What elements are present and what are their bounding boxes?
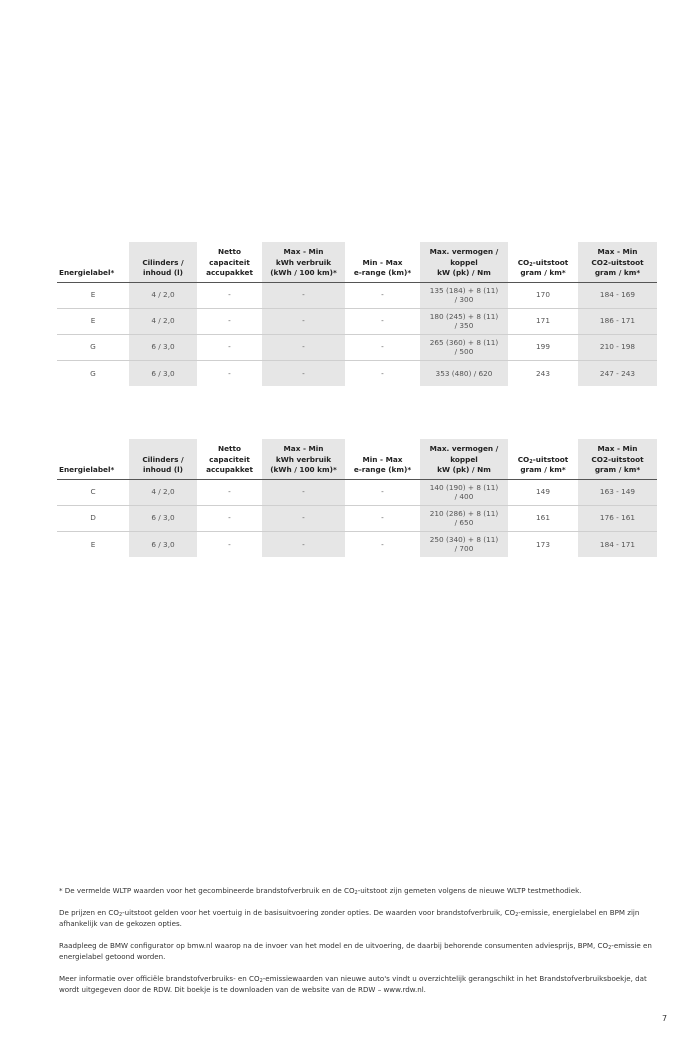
header-line: gram / km* (520, 268, 566, 277)
header-line: capaciteit (209, 454, 250, 464)
cell-line: / 300 (454, 295, 474, 304)
cell-kwh-consumption: - (262, 308, 345, 334)
cell-co2-range: 184 - 171 (578, 531, 657, 557)
header-power-torque (420, 439, 508, 479)
header-cylinders (129, 439, 197, 479)
cell-battery-capacity: - (197, 505, 262, 531)
header-line: gram / km* (594, 465, 641, 474)
header-line: Min - Max (362, 257, 403, 267)
cell-energy-label: G (90, 368, 96, 378)
header-e-range (345, 439, 420, 479)
header-line: $CO_2$-uitstoot (517, 257, 569, 268)
table-row (57, 479, 657, 505)
table-row (57, 360, 657, 386)
cell-cylinders: 6 / 3,0 (129, 360, 197, 386)
cell-battery-capacity: - (197, 479, 262, 505)
cell-e-range: - (345, 334, 420, 360)
footnote-configurator: Raadpleeg de BMW configurator op bmw.nl waarop na de invoer van het model en de uitvoering, de daarbij behorende consumenten adviesprijs, BPM, $CO_2$-emissie en energielabel getoond worden. (59, 941, 652, 961)
cell-energy-label: E (57, 282, 129, 308)
header-line: CO2-uitstoot (591, 257, 644, 267)
header-line: e-range (km)* (353, 268, 412, 277)
cell-e-range: - (345, 308, 420, 334)
header-line: Cilinders / (142, 257, 184, 267)
emissions-table-2 (57, 439, 657, 557)
cell-cylinders: 4 / 2,0 (129, 308, 197, 334)
cell-co2-range: 176 - 161 (578, 505, 657, 531)
header-co2 (508, 439, 578, 479)
cell-co2-range: 184 - 169 (578, 282, 657, 308)
table-row (57, 334, 657, 360)
header-line: e-range (km)* (353, 465, 412, 474)
cell-power-torque (420, 334, 508, 360)
cell-power-torque (420, 505, 508, 531)
header-line: Min - Max (362, 454, 403, 464)
cell-cylinders: 6 / 3,0 (129, 531, 197, 557)
cell-power-torque (420, 308, 508, 334)
header-line: Cilinders / (142, 454, 184, 464)
header-line: Netto (217, 444, 242, 453)
cell-cylinders: 4 / 2,0 (129, 282, 197, 308)
cell-line: 265 (360) + 8 (11) (429, 337, 499, 347)
header-line: Max - Min (283, 247, 324, 256)
header-line: Max - Min (283, 444, 324, 453)
cell-e-range: - (381, 539, 384, 549)
header-line: accupakket (206, 465, 253, 474)
cell-e-range: - (345, 505, 420, 531)
cell-co2: 199 (508, 334, 578, 360)
header-power-torque (420, 242, 508, 282)
header-line: Max - Min (597, 247, 638, 256)
emissions-table-1 (57, 242, 657, 386)
header-e-range (345, 242, 420, 282)
header-line: Max - Min (597, 444, 638, 453)
cell-line: 140 (190) + 8 (11) (429, 482, 499, 492)
header-line: kWh verbruik (275, 257, 332, 267)
cell-co2-range: 163 - 149 (578, 479, 657, 505)
cell-co2: 243 (536, 368, 550, 378)
cell-power-torque (420, 531, 508, 557)
header-line: (kWh / 100 km)* (270, 268, 337, 277)
cell-kwh-consumption: - (262, 479, 345, 505)
header-line: CO2-uitstoot (591, 454, 644, 464)
header-battery-capacity (197, 242, 262, 282)
table-header (57, 439, 657, 479)
header-line: Max. vermogen / (429, 444, 499, 453)
cell-co2: 173 (536, 539, 550, 549)
cell-energy-label: G (57, 334, 129, 360)
footnote-prices: De prijzen en $CO_2$-uitstoot gelden voor het voertuig in de basisuitvoering zonder opties. De waarden voor brandstofverbruik, $CO_2$-emissie, energielabel en BPM zijn afhankelijk van de gekozen opties. (59, 908, 640, 928)
footnote-rdw: Meer informatie over officiële brandstofverbruiks- en $CO_2$-emissiewaarden van nieuwe auto's vindt u overzichtelijk gerangschikt in het Brandstofverbruiksboekje, dat wordt uitgegeven door de RDW. Dit boekje is te downloaden van de website van de RDW – www.rdw.nl. (59, 974, 647, 994)
table-row (57, 505, 657, 531)
cell-energy-label: C (57, 479, 129, 505)
cell-line: 180 (245) + 8 (11) (429, 311, 499, 321)
cell-kwh-consumption: - (262, 360, 345, 386)
cell-e-range: - (345, 479, 420, 505)
cell-battery-capacity: - (197, 308, 262, 334)
cell-energy-label: D (57, 505, 129, 531)
cell-energy-label: E (57, 308, 129, 334)
table-header (57, 242, 657, 282)
cell-kwh-consumption: - (262, 505, 345, 531)
header-line: kW (pk) / Nm (437, 465, 491, 474)
header-line: Max. vermogen / (429, 247, 499, 256)
table-row (57, 531, 657, 557)
cell-battery-capacity: - (197, 334, 262, 360)
cell-line: 353 (480) / 620 (435, 368, 493, 378)
cell-co2: 170 (508, 282, 578, 308)
cell-co2: 161 (508, 505, 578, 531)
header-energy-label: Energielabel* (57, 439, 129, 479)
cell-line: / 650 (454, 518, 474, 527)
header-kwh-consumption (262, 439, 345, 479)
header-energy-label: Energielabel* (57, 242, 129, 282)
header-line: accupakket (206, 268, 253, 277)
cell-power-torque (420, 360, 508, 386)
header-line: gram / km* (520, 465, 566, 474)
cell-battery-capacity: - (228, 368, 231, 378)
header-line: (kWh / 100 km)* (270, 465, 337, 474)
cell-co2-range: 186 - 171 (578, 308, 657, 334)
header-line: capaciteit (209, 257, 250, 267)
cell-kwh-consumption: - (262, 334, 345, 360)
page-number: 7 (662, 1014, 668, 1023)
footnotes (59, 885, 659, 1006)
header-line: inhoud (l) (142, 268, 184, 277)
cell-energy-label: E (90, 539, 96, 549)
cell-line: / 700 (454, 544, 474, 554)
header-co2-range (578, 242, 657, 282)
cell-battery-capacity: - (197, 282, 262, 308)
cell-line: / 350 (454, 321, 474, 330)
table-body (57, 479, 657, 557)
header-co2 (508, 242, 578, 282)
cell-power-torque (420, 282, 508, 308)
cell-line: / 400 (454, 492, 474, 501)
header-line: gram / km* (594, 268, 641, 277)
header-line: kW (pk) / Nm (437, 268, 491, 277)
header-line: Netto (217, 247, 242, 256)
header-cylinders (129, 242, 197, 282)
cell-line: 250 (340) + 8 (11) (429, 534, 499, 544)
header-line: koppel (450, 454, 478, 464)
cell-line: / 500 (454, 347, 474, 356)
cell-power-torque (420, 479, 508, 505)
header-line: kWh verbruik (275, 454, 332, 464)
cell-cylinders: 6 / 3,0 (129, 505, 197, 531)
table-body (57, 282, 657, 386)
cell-kwh-consumption: - (262, 282, 345, 308)
header-kwh-consumption (262, 242, 345, 282)
cell-e-range: - (345, 282, 420, 308)
cell-line: 135 (184) + 8 (11) (429, 285, 499, 295)
cell-co2: 171 (508, 308, 578, 334)
footnote-wltp: * De vermelde WLTP waarden voor het gecombineerde brandstofverbruik en de $CO_2$-uitstoot zijn gemeten volgens de nieuwe WLTP testmethodiek. (59, 886, 582, 896)
header-line: inhoud (l) (142, 465, 184, 474)
header-battery-capacity (197, 439, 262, 479)
table-row (57, 308, 657, 334)
cell-co2-range: 247 - 243 (578, 360, 657, 386)
cell-line: 210 (286) + 8 (11) (429, 508, 499, 518)
cell-battery-capacity: - (228, 539, 231, 549)
cell-cylinders: 6 / 3,0 (129, 334, 197, 360)
cell-co2: 149 (508, 479, 578, 505)
cell-cylinders: 4 / 2,0 (129, 479, 197, 505)
cell-kwh-consumption: - (262, 531, 345, 557)
header-co2-range (578, 439, 657, 479)
table-row (57, 282, 657, 308)
header-line: koppel (450, 257, 478, 267)
cell-e-range: - (381, 368, 384, 378)
cell-co2-range: 210 - 198 (578, 334, 657, 360)
header-line: $CO_2$-uitstoot (517, 454, 569, 465)
